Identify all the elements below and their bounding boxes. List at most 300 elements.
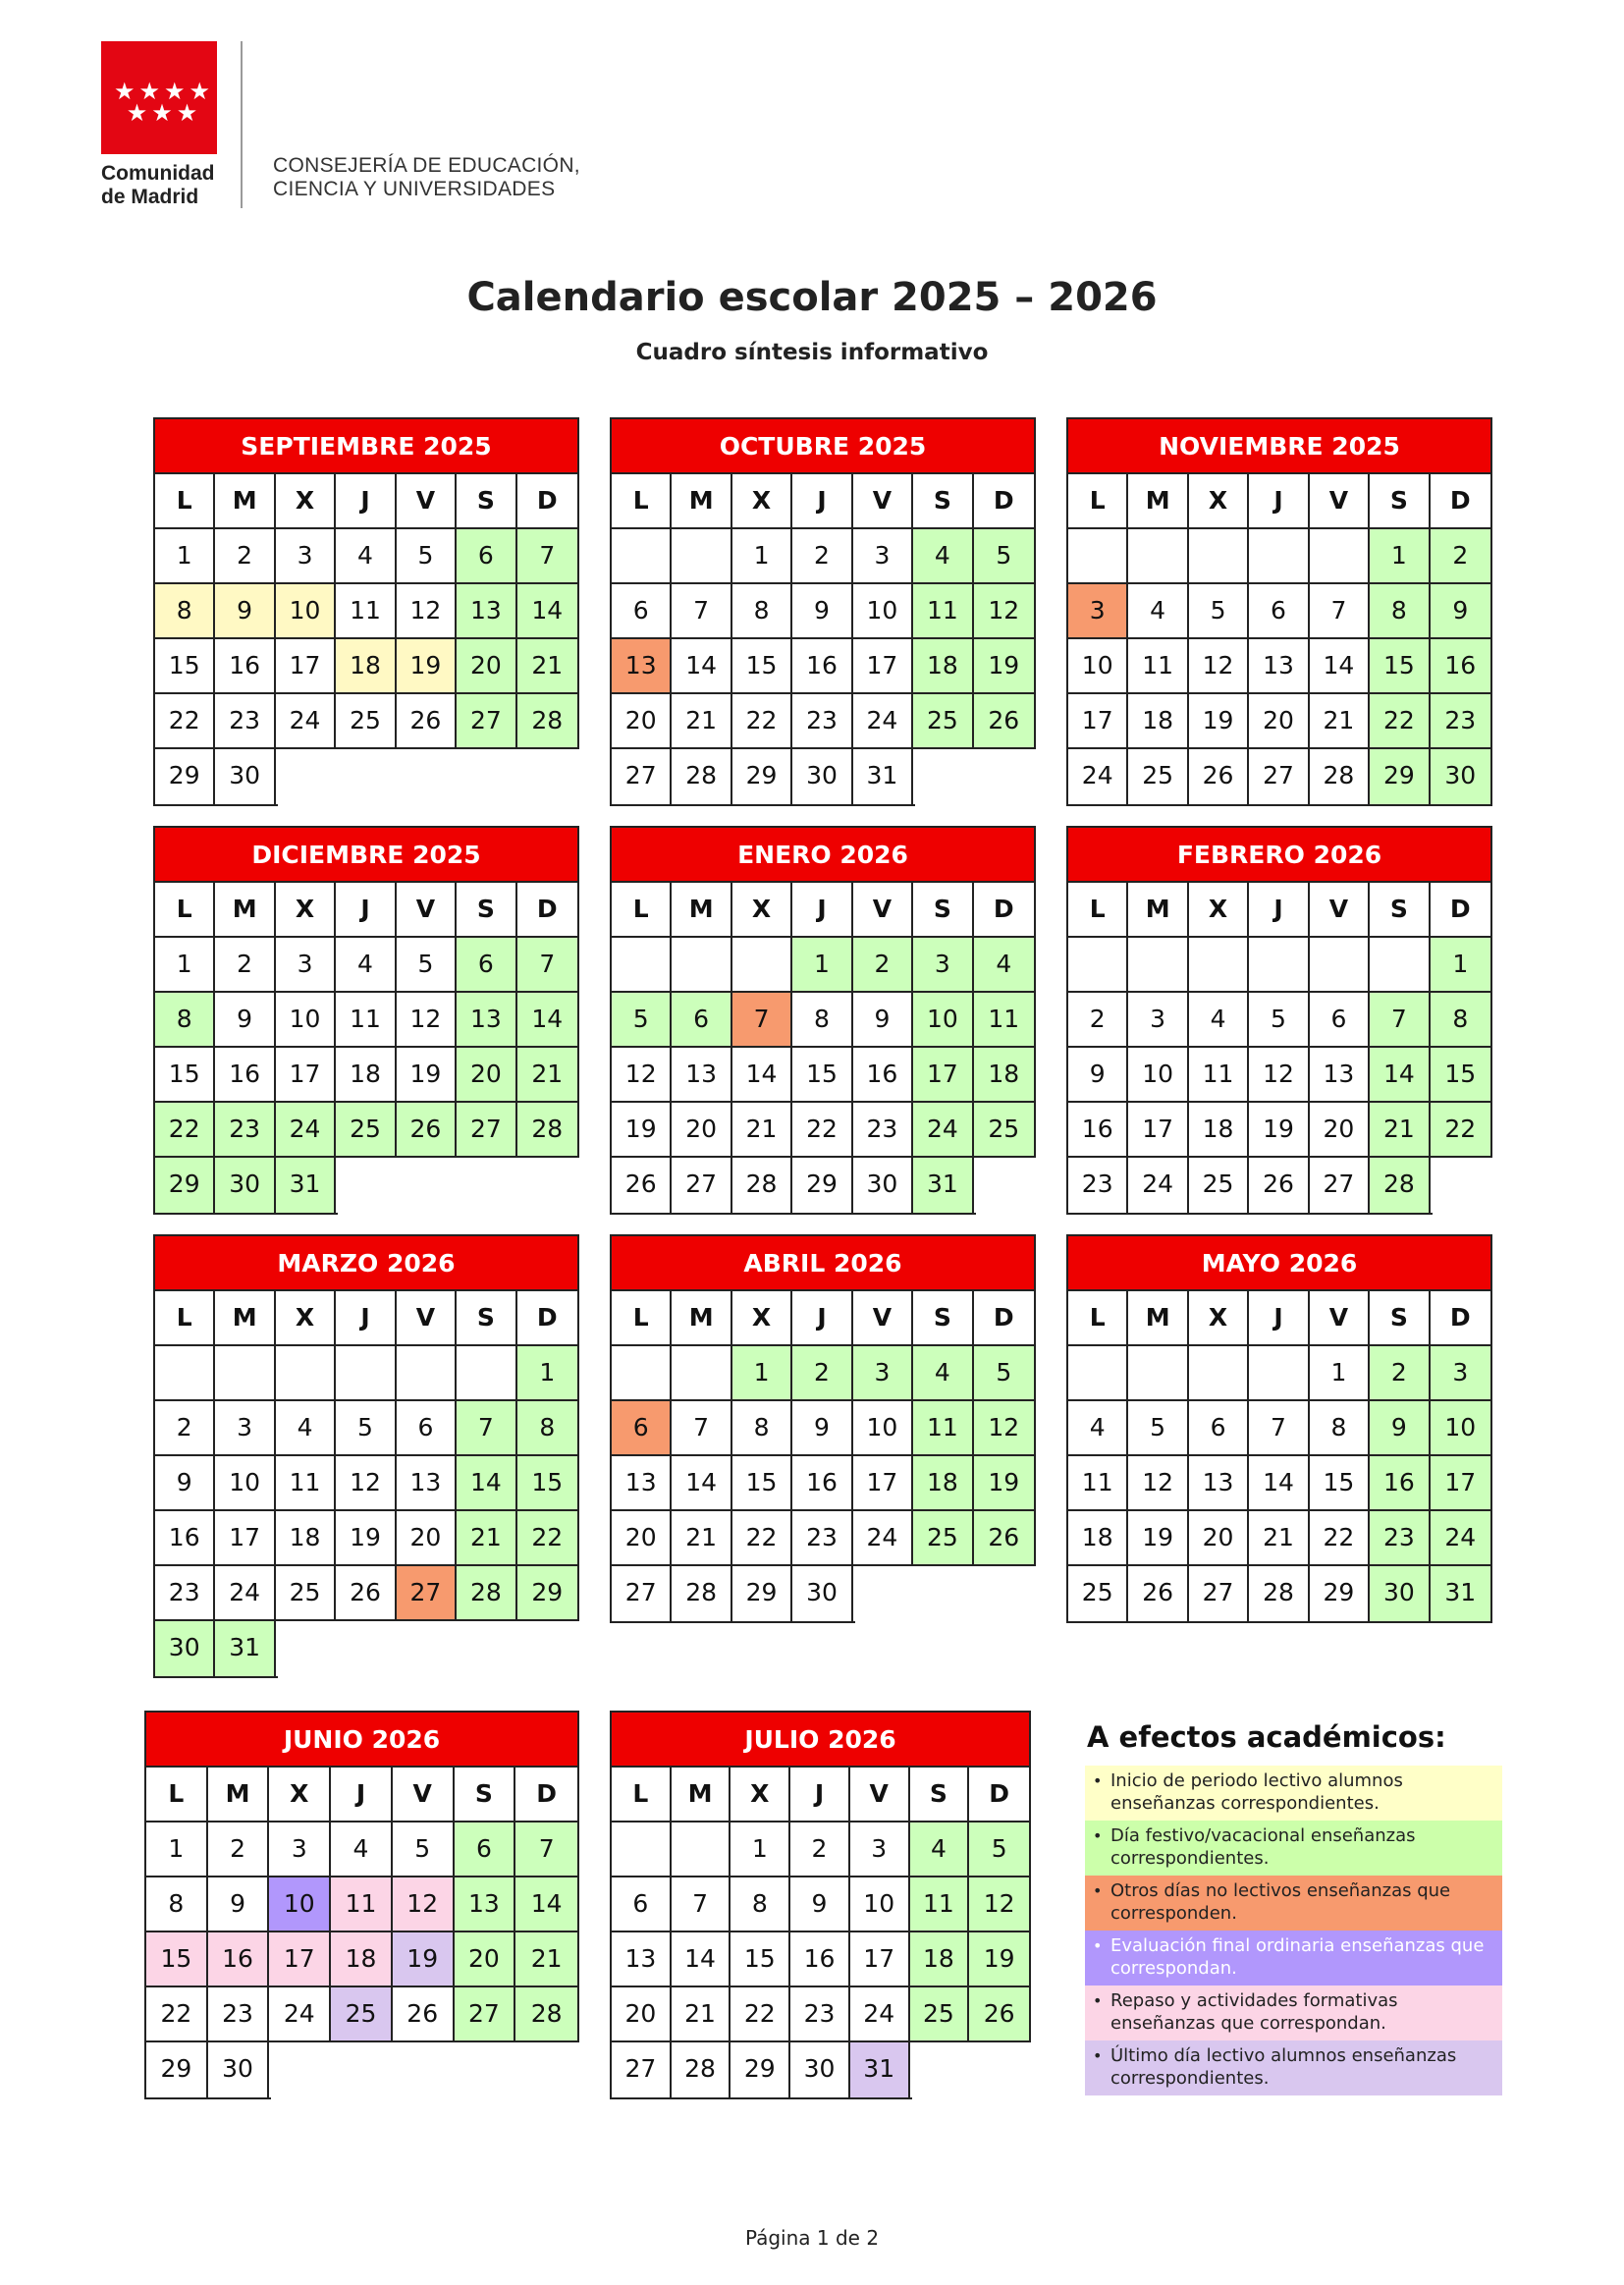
day-cell: 29: [517, 1566, 577, 1621]
day-cell: 22: [731, 1987, 790, 2042]
empty-day-cell: [215, 1346, 275, 1401]
day-cell: 6: [1249, 584, 1309, 639]
empty-day-cell: [1249, 1346, 1309, 1401]
day-cell: 23: [215, 694, 275, 749]
day-cell: 2: [215, 529, 275, 584]
day-cell: 2: [208, 1823, 270, 1877]
day-cell: 12: [397, 584, 457, 639]
day-cell: 21: [515, 1932, 577, 1987]
day-cell: 6: [1189, 1401, 1249, 1456]
day-cell: 6: [612, 1877, 672, 1932]
day-cell: 24: [276, 1103, 336, 1158]
day-cell: 27: [1249, 749, 1309, 804]
weekday-header: S: [455, 1768, 516, 1823]
weekday-header: V: [853, 474, 913, 529]
day-cell: 18: [331, 1932, 393, 1987]
empty-day-cell: [457, 1346, 516, 1401]
day-cell: 20: [1310, 1103, 1370, 1158]
day-cell: 25: [336, 694, 396, 749]
day-cell: 1: [732, 529, 792, 584]
day-cell: 12: [336, 1456, 396, 1511]
day-cell: 6: [1310, 993, 1370, 1048]
weekday-header: S: [913, 883, 973, 938]
day-cell: 12: [1128, 1456, 1188, 1511]
day-cell: 16: [215, 639, 275, 694]
month-grid: [1068, 1291, 1490, 1621]
day-cell: 22: [155, 694, 215, 749]
day-cell: 4: [336, 529, 396, 584]
empty-day-cell: [1068, 529, 1128, 584]
weekday-header: X: [269, 1768, 331, 1823]
weekday-header: D: [974, 883, 1034, 938]
day-cell: 12: [1189, 639, 1249, 694]
weekday-header: S: [913, 1291, 973, 1346]
day-cell: 9: [792, 1401, 852, 1456]
weekday-header: X: [732, 474, 792, 529]
month-trailing-blank: [855, 1566, 1038, 1623]
legend-item-text: Día festivo/vacacional enseñanzas correspondientes.: [1110, 1825, 1416, 1869]
day-cell: 11: [276, 1456, 336, 1511]
day-cell: 28: [672, 1566, 731, 1621]
day-cell: 10: [1068, 639, 1128, 694]
weekday-header: D: [517, 1291, 577, 1346]
day-cell: 6: [672, 993, 731, 1048]
day-cell: 23: [790, 1987, 850, 2042]
empty-day-cell: [672, 1346, 731, 1401]
day-cell: 28: [1310, 749, 1370, 804]
weekday-header: M: [1128, 474, 1188, 529]
day-cell: 1: [1370, 529, 1430, 584]
day-cell: 20: [612, 1987, 672, 2042]
day-cell: 23: [792, 694, 852, 749]
legend-item: [1085, 1766, 1502, 1821]
day-cell: 8: [731, 1877, 790, 1932]
day-cell: 5: [974, 529, 1034, 584]
day-cell: 14: [1310, 639, 1370, 694]
day-cell: 5: [1189, 584, 1249, 639]
bullet-icon: •: [1093, 1991, 1103, 2010]
day-cell: 21: [457, 1511, 516, 1566]
consejeria-line2: CIENCIA Y UNIVERSIDADES: [273, 178, 556, 200]
day-cell: 23: [1431, 694, 1490, 749]
weekday-header: X: [732, 883, 792, 938]
month-trailing-border: [276, 1619, 579, 1621]
day-cell: 27: [612, 2042, 672, 2097]
empty-day-cell: [612, 529, 672, 584]
weekday-header: S: [1370, 1291, 1430, 1346]
page-title: Calendario escolar 2025 – 2026: [466, 275, 1158, 320]
day-cell: 16: [790, 1932, 850, 1987]
day-cell: 22: [1370, 694, 1430, 749]
day-cell: 3: [1068, 584, 1128, 639]
day-cell: 29: [1370, 749, 1430, 804]
day-cell: 14: [1249, 1456, 1309, 1511]
day-cell: 5: [974, 1346, 1034, 1401]
weekday-header: X: [1189, 1291, 1249, 1346]
day-cell: 25: [276, 1566, 336, 1621]
weekday-header: S: [457, 883, 516, 938]
month-calendar: [1066, 826, 1492, 1215]
weekday-header: J: [1249, 474, 1309, 529]
day-cell: 26: [1189, 749, 1249, 804]
day-cell: 22: [1431, 1103, 1490, 1158]
day-cell: 14: [517, 584, 577, 639]
day-cell: 13: [1189, 1456, 1249, 1511]
day-cell: 31: [276, 1158, 336, 1213]
empty-day-cell: [732, 938, 792, 993]
day-cell: 19: [393, 1932, 455, 1987]
day-cell: 17: [276, 1048, 336, 1103]
day-cell: 26: [397, 694, 457, 749]
day-cell: 4: [974, 938, 1034, 993]
day-cell: 31: [853, 749, 913, 804]
weekday-header: J: [336, 474, 396, 529]
day-cell: 11: [913, 1401, 973, 1456]
day-cell: 29: [155, 1158, 215, 1213]
day-cell: 17: [853, 1456, 913, 1511]
weekday-header: M: [672, 1768, 731, 1823]
day-cell: 1: [155, 529, 215, 584]
day-cell: 25: [336, 1103, 396, 1158]
weekday-header: X: [732, 1291, 792, 1346]
day-cell: 19: [969, 1932, 1029, 1987]
day-cell: 1: [1310, 1346, 1370, 1401]
day-cell: 8: [146, 1877, 208, 1932]
day-cell: 5: [612, 993, 672, 1048]
day-cell: 11: [913, 584, 973, 639]
day-cell: 3: [269, 1823, 331, 1877]
empty-day-cell: [1128, 938, 1188, 993]
day-cell: 7: [1249, 1401, 1309, 1456]
day-cell: 25: [1128, 749, 1188, 804]
day-cell: 27: [455, 1987, 516, 2042]
day-cell: 4: [1189, 993, 1249, 1048]
day-cell: 18: [1189, 1103, 1249, 1158]
day-cell: 29: [731, 2042, 790, 2097]
weekday-header: L: [146, 1768, 208, 1823]
day-cell: 4: [910, 1823, 970, 1877]
day-cell: 18: [974, 1048, 1034, 1103]
day-cell: 10: [276, 584, 336, 639]
day-cell: 20: [457, 639, 516, 694]
day-cell: 16: [1068, 1103, 1128, 1158]
weekday-header: J: [792, 474, 852, 529]
day-cell: 1: [732, 1346, 792, 1401]
day-cell: 27: [457, 694, 516, 749]
bullet-icon: •: [1093, 1771, 1103, 1790]
month-trailing-border: [336, 1156, 579, 1158]
day-cell: 5: [397, 938, 457, 993]
day-cell: 19: [974, 1456, 1034, 1511]
day-cell: 26: [393, 1987, 455, 2042]
day-cell: 15: [732, 1456, 792, 1511]
comunidad-madrid-logo: [101, 41, 217, 154]
day-cell: 16: [215, 1048, 275, 1103]
legend-item: [1085, 1821, 1502, 1876]
day-cell: 9: [792, 584, 852, 639]
weekday-header: D: [517, 474, 577, 529]
day-cell: 13: [455, 1877, 516, 1932]
day-cell: 13: [612, 1456, 672, 1511]
day-cell: 3: [215, 1401, 275, 1456]
day-cell: 21: [672, 1987, 731, 2042]
weekday-header: V: [853, 1291, 913, 1346]
day-cell: 21: [672, 1511, 731, 1566]
day-cell: 15: [146, 1932, 208, 1987]
day-cell: 12: [397, 993, 457, 1048]
day-cell: 30: [215, 1158, 275, 1213]
month-trailing-border: [1431, 1156, 1492, 1158]
day-cell: 7: [672, 1877, 731, 1932]
weekday-header: L: [612, 474, 672, 529]
day-cell: 24: [1431, 1511, 1490, 1566]
day-cell: 4: [1128, 584, 1188, 639]
empty-day-cell: [1068, 1346, 1128, 1401]
weekday-header: M: [215, 883, 275, 938]
day-cell: 26: [612, 1158, 672, 1213]
day-cell: 30: [208, 2042, 270, 2097]
day-cell: 1: [517, 1346, 577, 1401]
empty-day-cell: [1068, 938, 1128, 993]
weekday-header: L: [1068, 474, 1128, 529]
day-cell: 22: [146, 1987, 208, 2042]
day-cell: 12: [974, 584, 1034, 639]
day-cell: 26: [974, 1511, 1034, 1566]
day-cell: 10: [853, 1401, 913, 1456]
day-cell: 25: [331, 1987, 393, 2042]
day-cell: 13: [612, 639, 672, 694]
day-cell: 18: [1068, 1511, 1128, 1566]
month-calendar: [153, 1234, 579, 1678]
day-cell: 3: [913, 938, 973, 993]
legend-item-text: Otros días no lectivos enseñanzas que corresponden.: [1110, 1880, 1451, 1924]
month-calendar: [610, 826, 1036, 1215]
month-calendar: [1066, 1234, 1492, 1623]
day-cell: 18: [910, 1932, 970, 1987]
month-title: MARZO 2026: [155, 1236, 577, 1291]
day-cell: 23: [792, 1511, 852, 1566]
day-cell: 8: [792, 993, 852, 1048]
weekday-header: M: [672, 1291, 731, 1346]
day-cell: 30: [155, 1621, 215, 1676]
day-cell: 21: [672, 694, 731, 749]
day-cell: 9: [1431, 584, 1490, 639]
day-cell: 2: [790, 1823, 850, 1877]
empty-day-cell: [612, 1346, 672, 1401]
day-cell: 12: [974, 1401, 1034, 1456]
day-cell: 21: [1249, 1511, 1309, 1566]
stars-icon: ★ ★ ★ ★ ★ ★ ★: [113, 78, 211, 127]
day-cell: 9: [853, 993, 913, 1048]
day-cell: 17: [1431, 1456, 1490, 1511]
day-cell: 10: [269, 1877, 331, 1932]
day-cell: 13: [1310, 1048, 1370, 1103]
day-cell: 11: [910, 1877, 970, 1932]
weekday-header: D: [517, 883, 577, 938]
day-cell: 19: [612, 1103, 672, 1158]
day-cell: 1: [792, 938, 852, 993]
day-cell: 23: [1370, 1511, 1430, 1566]
day-cell: 7: [517, 529, 577, 584]
day-cell: 7: [732, 993, 792, 1048]
day-cell: 20: [397, 1511, 457, 1566]
day-cell: 17: [1128, 1103, 1188, 1158]
day-cell: 24: [1128, 1158, 1188, 1213]
day-cell: 25: [1189, 1158, 1249, 1213]
day-cell: 16: [1370, 1456, 1430, 1511]
day-cell: 25: [913, 694, 973, 749]
legend-item: [1085, 1931, 1502, 1986]
legend-item-text: Inicio de periodo lectivo alumnos enseñanzas correspondientes.: [1110, 1770, 1403, 1814]
day-cell: 6: [612, 1401, 672, 1456]
weekday-header: J: [1249, 1291, 1309, 1346]
day-cell: 4: [336, 938, 396, 993]
weekday-header: S: [457, 474, 516, 529]
empty-day-cell: [1370, 938, 1430, 993]
day-cell: 16: [1431, 639, 1490, 694]
weekday-header: V: [397, 474, 457, 529]
legend-item-text: Último día lectivo alumnos enseñanzas correspondientes.: [1110, 2045, 1457, 2089]
day-cell: 14: [672, 639, 731, 694]
day-cell: 18: [913, 1456, 973, 1511]
day-cell: 10: [1128, 1048, 1188, 1103]
empty-day-cell: [672, 1823, 731, 1877]
month-title: OCTUBRE 2025: [612, 419, 1034, 474]
day-cell: 5: [1249, 993, 1309, 1048]
day-cell: 30: [1431, 749, 1490, 804]
day-cell: 9: [208, 1877, 270, 1932]
day-cell: 24: [853, 1511, 913, 1566]
day-cell: 17: [853, 639, 913, 694]
day-cell: 2: [1370, 1346, 1430, 1401]
empty-day-cell: [1249, 529, 1309, 584]
day-cell: 15: [155, 639, 215, 694]
day-cell: 8: [155, 584, 215, 639]
day-cell: 1: [1431, 938, 1490, 993]
day-cell: 5: [1128, 1401, 1188, 1456]
day-cell: 12: [1249, 1048, 1309, 1103]
weekday-header: J: [336, 883, 396, 938]
day-cell: 8: [1370, 584, 1430, 639]
day-cell: 4: [331, 1823, 393, 1877]
day-cell: 7: [457, 1401, 516, 1456]
day-cell: 27: [1189, 1566, 1249, 1621]
month-trailing-blank: [271, 2042, 581, 2099]
day-cell: 19: [1249, 1103, 1309, 1158]
weekday-header: J: [1249, 883, 1309, 938]
month-trailing-blank: [278, 1621, 581, 1678]
weekday-header: V: [1310, 1291, 1370, 1346]
day-cell: 20: [1249, 694, 1309, 749]
bullet-icon: •: [1093, 1826, 1103, 1845]
day-cell: 2: [155, 1401, 215, 1456]
day-cell: 14: [1370, 1048, 1430, 1103]
day-cell: 28: [517, 1103, 577, 1158]
day-cell: 19: [1189, 694, 1249, 749]
day-cell: 4: [913, 1346, 973, 1401]
day-cell: 21: [517, 1048, 577, 1103]
weekday-header: S: [1370, 474, 1430, 529]
day-cell: 18: [1128, 694, 1188, 749]
day-cell: 8: [732, 584, 792, 639]
day-cell: 30: [792, 749, 852, 804]
weekday-header: L: [612, 1768, 672, 1823]
empty-day-cell: [672, 938, 731, 993]
day-cell: 11: [336, 993, 396, 1048]
weekday-header: M: [1128, 1291, 1188, 1346]
month-trailing-blank: [915, 749, 1038, 806]
day-cell: 5: [969, 1823, 1029, 1877]
day-cell: 7: [517, 938, 577, 993]
day-cell: 27: [397, 1566, 457, 1621]
day-cell: 14: [672, 1456, 731, 1511]
weekday-header: L: [1068, 883, 1128, 938]
month-grid: [1068, 883, 1490, 1213]
weekday-header: X: [276, 883, 336, 938]
empty-day-cell: [1128, 1346, 1188, 1401]
day-cell: 10: [276, 993, 336, 1048]
day-cell: 17: [850, 1932, 910, 1987]
weekday-header: D: [1431, 1291, 1490, 1346]
weekday-header: D: [1431, 474, 1490, 529]
month-title: JUNIO 2026: [146, 1713, 577, 1768]
weekday-header: X: [276, 1291, 336, 1346]
day-cell: 23: [853, 1103, 913, 1158]
weekday-header: M: [1128, 883, 1188, 938]
weekday-header: M: [215, 1291, 275, 1346]
month-trailing-blank: [1433, 1158, 1494, 1215]
day-cell: 2: [1431, 529, 1490, 584]
day-cell: 11: [1189, 1048, 1249, 1103]
day-cell: 15: [792, 1048, 852, 1103]
day-cell: 16: [853, 1048, 913, 1103]
weekday-header: J: [336, 1291, 396, 1346]
legend-item-text: Repaso y actividades formativas enseñanzas que correspondan.: [1110, 1990, 1398, 2034]
day-cell: 9: [215, 993, 275, 1048]
day-cell: 22: [732, 694, 792, 749]
weekday-header: D: [1431, 883, 1490, 938]
day-cell: 24: [269, 1987, 331, 2042]
day-cell: 29: [1310, 1566, 1370, 1621]
day-cell: 29: [732, 1566, 792, 1621]
day-cell: 21: [1370, 1103, 1430, 1158]
day-cell: 27: [612, 749, 672, 804]
day-cell: 14: [672, 1932, 731, 1987]
weekday-header: L: [155, 1291, 215, 1346]
day-cell: 26: [969, 1987, 1029, 2042]
empty-day-cell: [612, 1823, 672, 1877]
day-cell: 3: [1431, 1346, 1490, 1401]
day-cell: 19: [974, 639, 1034, 694]
day-cell: 15: [731, 1932, 790, 1987]
day-cell: 24: [215, 1566, 275, 1621]
day-cell: 24: [913, 1103, 973, 1158]
day-cell: 2: [792, 1346, 852, 1401]
day-cell: 21: [732, 1103, 792, 1158]
day-cell: 15: [732, 639, 792, 694]
day-cell: 18: [276, 1511, 336, 1566]
empty-day-cell: [276, 1346, 336, 1401]
day-cell: 7: [1370, 993, 1430, 1048]
day-cell: 31: [215, 1621, 275, 1676]
legend-item: [1085, 2040, 1502, 2095]
day-cell: 8: [1310, 1401, 1370, 1456]
consejeria-name: [273, 154, 580, 201]
day-cell: 30: [853, 1158, 913, 1213]
weekday-header: M: [672, 474, 731, 529]
day-cell: 14: [457, 1456, 516, 1511]
month-trailing-blank: [976, 1158, 1038, 1215]
